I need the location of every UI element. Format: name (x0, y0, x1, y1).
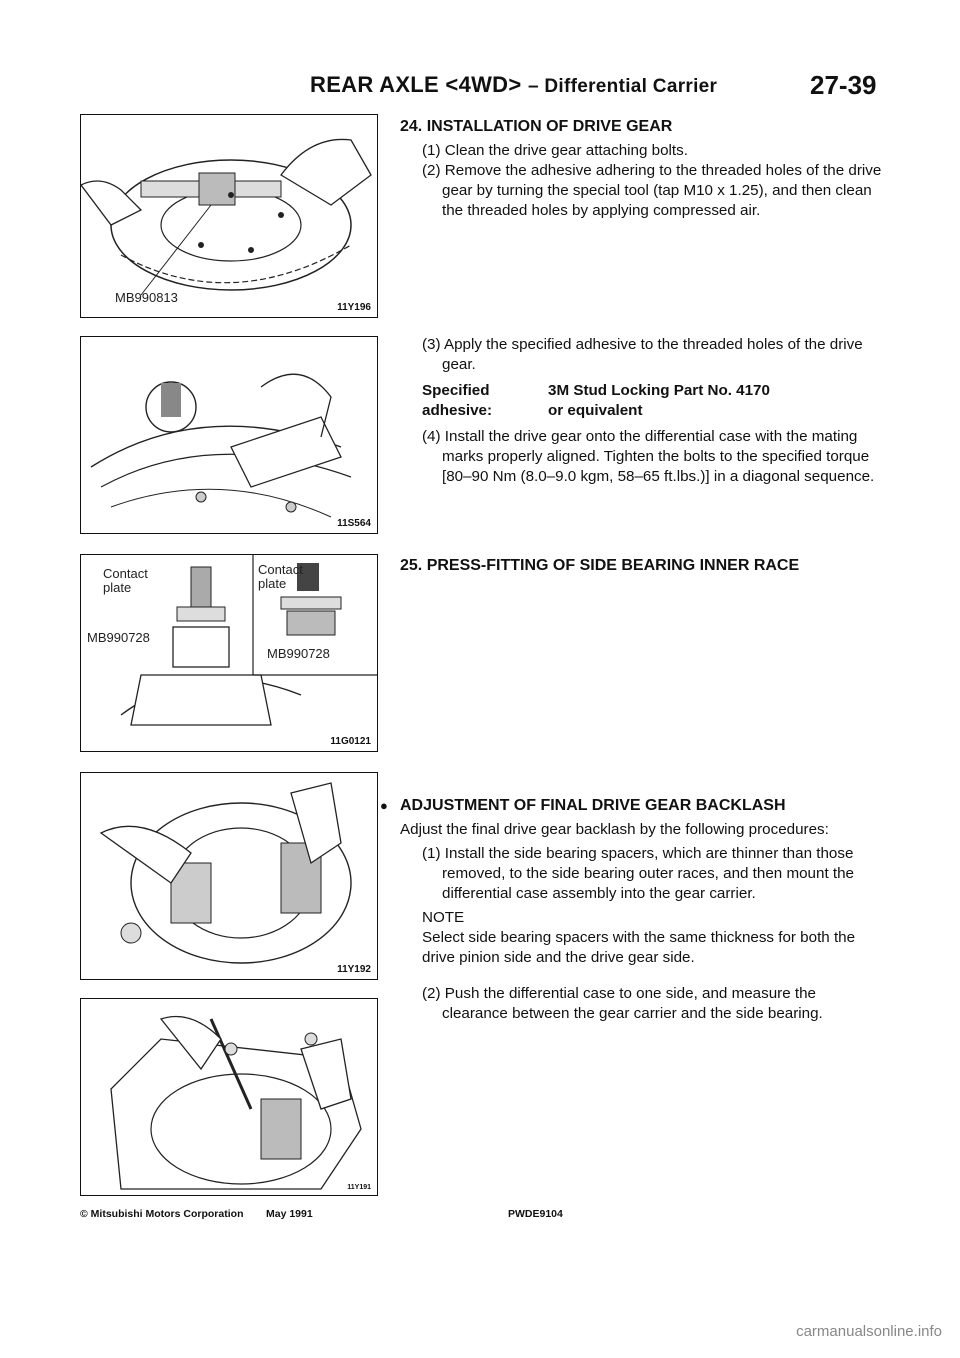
figure-3-label-tool-right: MB990728 (267, 646, 330, 661)
figure-3-code: 11G0121 (330, 736, 371, 747)
page-number: 27-39 (810, 70, 877, 100)
footer-copyright: © Mitsubishi Motors Corporation (80, 1208, 244, 1220)
tap-tool-illustration (81, 115, 377, 317)
figure-side-bearing (80, 554, 378, 752)
section-24-step-2: (2) Remove the adhesive adhering to the threaded holes of the drive gear by turning the special tool (tap M10 x 1.25), and then clean the threaded holes by applying compressed air. (422, 162, 882, 219)
clearance-measure-illustration (81, 999, 377, 1195)
adhesive-illustration (81, 337, 377, 533)
figure-4-code: 11Y192 (337, 964, 371, 975)
section-25 (400, 556, 884, 576)
backlash-intro: Adjust the final drive gear backlash by the following procedures: (400, 821, 829, 838)
backlash-step-1: (1) Install the side bearing spacers, which are thinner than those removed, to the side bearing outer races, and then mount the differential case assembly into the gear carrier. (422, 845, 855, 902)
backlash-step-2: (2) Push the differential case to one side, and measure the clearance between the gear carrier and the side bearing. (422, 985, 823, 1022)
title-sub: – Differential Carrier (527, 76, 718, 97)
section-24-continued (400, 335, 884, 487)
figure-2-code: 11S564 (337, 518, 371, 529)
section-25-heading: 25. PRESS-FITTING OF SIDE BEARING INNER RACE (400, 557, 800, 574)
figure-1-code: 11Y196 (337, 302, 371, 313)
figure-3-label-contact-plate-left: Contact plate (103, 566, 148, 595)
note-text: Select side bearing spacers with the same thickness for both the drive pinion side and the drive gear side. (422, 929, 856, 966)
figure-tap-tool (80, 114, 378, 318)
figure-1-label: MB990813 (115, 290, 178, 305)
section-24-heading: 24. INSTALLATION OF DRIVE GEAR (400, 118, 673, 135)
figure-3-label-contact-plate-right: Contact plate (258, 562, 303, 591)
note-title: NOTE (422, 909, 465, 926)
section-24-step-1: (1) Clean the drive gear attaching bolts. (422, 142, 688, 159)
figure-5-code: 11Y191 (347, 1184, 371, 1191)
figure-case-mount (80, 772, 378, 980)
case-mount-illustration (81, 773, 377, 979)
section-24-step-4: (4) Install the drive gear onto the differential case with the mating marks properly aligned. Tighten the bolts to the specified torque [80–90 Nm (8.0–9.0 kgm, 58–65 ft.lbs.)] in a diagonal sequence. (422, 428, 875, 485)
footer-code: PWDE9104 (508, 1208, 563, 1220)
figure-3-label-tool-left: MB990728 (87, 630, 150, 645)
section-24-step-3: (3) Apply the specified adhesive to the threaded holes of the drive gear. (422, 336, 863, 373)
adhesive-spec-value: 3M Stud Locking Part No. 4170 (548, 382, 770, 399)
adhesive-spec-value-2: or equivalent (548, 402, 643, 419)
adhesive-spec-label: Specified adhesive: (422, 382, 493, 419)
watermark: carmanualsonline.info (796, 1323, 942, 1340)
section-24 (400, 117, 884, 221)
section-backlash-adjustment (380, 796, 884, 1024)
title-main: REAR AXLE <4WD> (310, 72, 522, 97)
adhesive-spec (422, 381, 884, 421)
footer-date: May 1991 (266, 1208, 313, 1220)
figure-clearance-measure (80, 998, 378, 1196)
figure-adhesive (80, 336, 378, 534)
page-title (310, 72, 717, 98)
bullet: ● (380, 798, 388, 813)
backlash-heading: ADJUSTMENT OF FINAL DRIVE GEAR BACKLASH (400, 797, 786, 814)
